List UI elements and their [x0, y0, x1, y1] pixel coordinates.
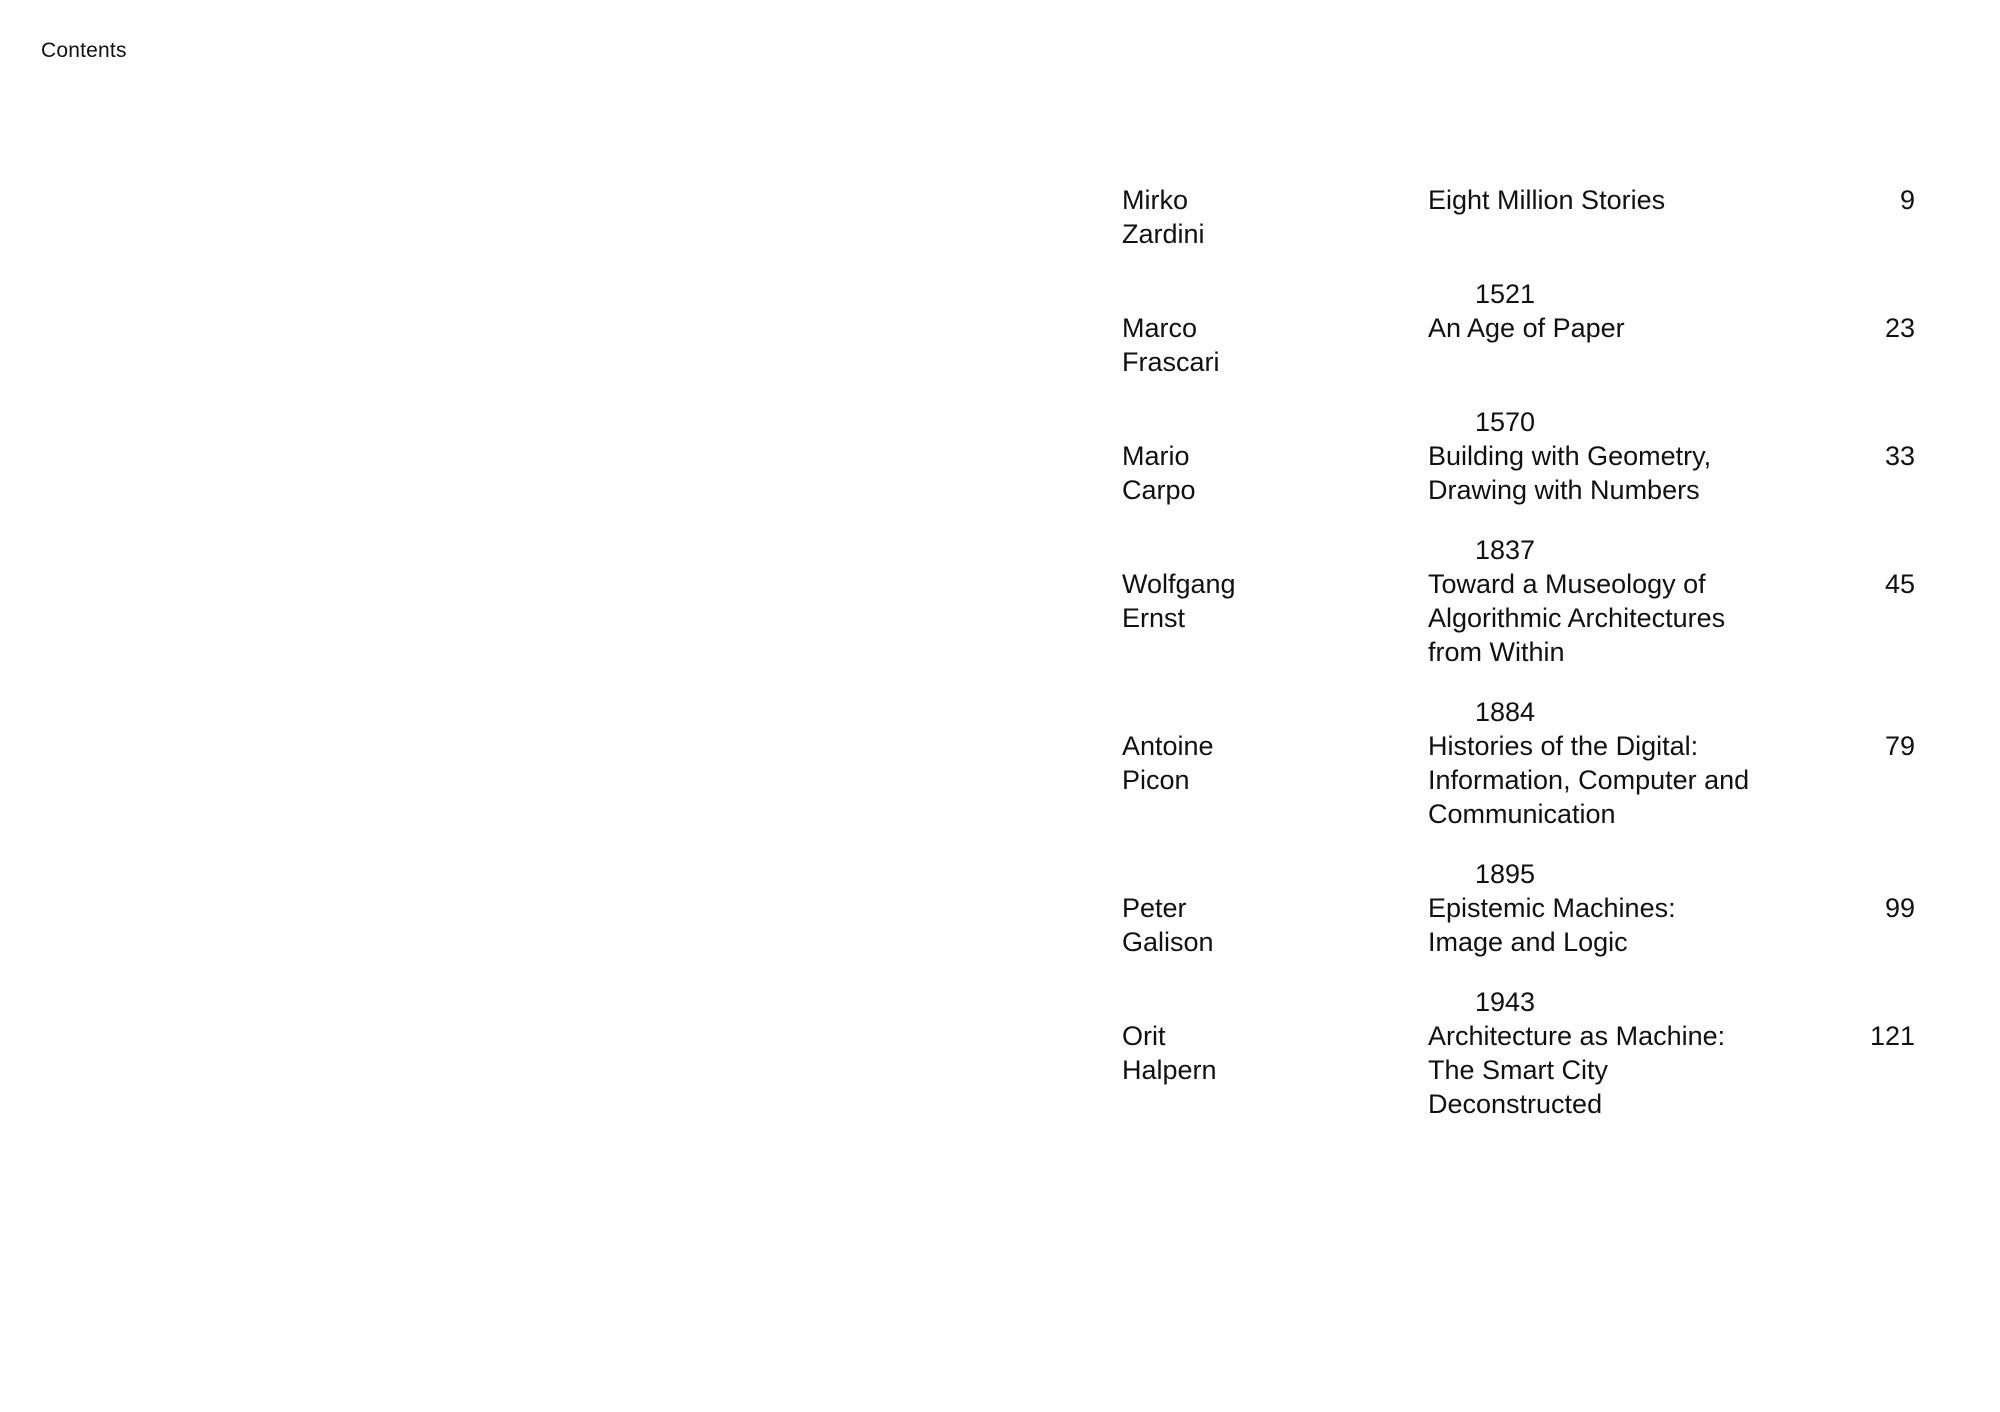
toc-title	[1428, 1019, 1808, 1121]
title-line: The Smart City	[1428, 1055, 1609, 1085]
title-line: Communication	[1428, 799, 1616, 829]
author-last-name: Carpo	[1122, 475, 1196, 505]
title-line: Deconstructed	[1428, 1089, 1603, 1119]
toc-year: 1895	[1475, 859, 1536, 889]
toc-author	[1122, 729, 1428, 797]
author-last-name: Galison	[1122, 927, 1214, 957]
author-last-name: Zardini	[1122, 219, 1205, 249]
toc-page-number: 9	[1899, 185, 1915, 215]
title-line: Algorithmic Architectures	[1428, 603, 1726, 633]
toc-year: 1837	[1475, 535, 1536, 565]
title-line: Building with Geometry,	[1428, 441, 1712, 471]
toc-page-number: 79	[1884, 731, 1915, 761]
toc-entry-frascari[interactable]	[1122, 277, 1915, 379]
author-first-name: Orit	[1122, 1021, 1166, 1051]
author-last-name: Halpern	[1122, 1055, 1217, 1085]
table-of-contents	[1122, 183, 1915, 1147]
toc-page-number: 23	[1884, 313, 1915, 343]
author-first-name: Peter	[1122, 893, 1187, 923]
toc-year: 1884	[1475, 697, 1536, 727]
toc-year: 1570	[1475, 407, 1536, 437]
toc-entry-halpern[interactable]	[1122, 985, 1915, 1121]
toc-page-number: 45	[1884, 569, 1915, 599]
toc-title	[1428, 183, 1808, 217]
contents-heading: Contents	[41, 39, 127, 62]
toc-entry-carpo[interactable]	[1122, 405, 1915, 507]
toc-author	[1122, 891, 1428, 959]
author-first-name: Mirko	[1122, 185, 1188, 215]
title-line: Image and Logic	[1428, 927, 1628, 957]
toc-page-number: 33	[1884, 441, 1915, 471]
author-last-name: Frascari	[1122, 347, 1220, 377]
toc-page-number: 121	[1869, 1021, 1915, 1051]
author-first-name: Marco	[1122, 313, 1198, 343]
author-first-name: Mario	[1122, 441, 1190, 471]
toc-entry-zardini[interactable]	[1122, 183, 1915, 251]
title-line: Eight Million Stories	[1428, 185, 1666, 215]
toc-entry-galison[interactable]	[1122, 857, 1915, 959]
toc-year: 1943	[1475, 987, 1536, 1017]
title-line: Histories of the Digital:	[1428, 731, 1699, 761]
author-first-name: Wolfgang	[1122, 569, 1236, 599]
toc-entry-picon[interactable]	[1122, 695, 1915, 831]
toc-author	[1122, 183, 1428, 251]
title-line: Drawing with Numbers	[1428, 475, 1700, 505]
toc-author	[1122, 567, 1428, 635]
toc-title	[1428, 439, 1808, 507]
toc-title	[1428, 567, 1808, 669]
toc-title	[1428, 311, 1808, 345]
toc-page-number: 99	[1884, 893, 1915, 923]
title-line: Toward a Museology of	[1428, 569, 1706, 599]
title-line: from Within	[1428, 637, 1565, 667]
toc-author	[1122, 439, 1428, 507]
toc-title	[1428, 891, 1808, 959]
toc-author	[1122, 1019, 1428, 1087]
title-line: An Age of Paper	[1428, 313, 1625, 343]
author-last-name: Picon	[1122, 765, 1190, 795]
toc-year: 1521	[1475, 279, 1536, 309]
toc-author	[1122, 311, 1428, 379]
title-line: Architecture as Machine:	[1428, 1021, 1726, 1051]
author-first-name: Antoine	[1122, 731, 1214, 761]
title-line: Epistemic Machines:	[1428, 893, 1676, 923]
toc-entry-ernst[interactable]	[1122, 533, 1915, 669]
toc-title	[1428, 729, 1808, 831]
author-last-name: Ernst	[1122, 603, 1186, 633]
title-line: Information, Computer and	[1428, 765, 1750, 795]
